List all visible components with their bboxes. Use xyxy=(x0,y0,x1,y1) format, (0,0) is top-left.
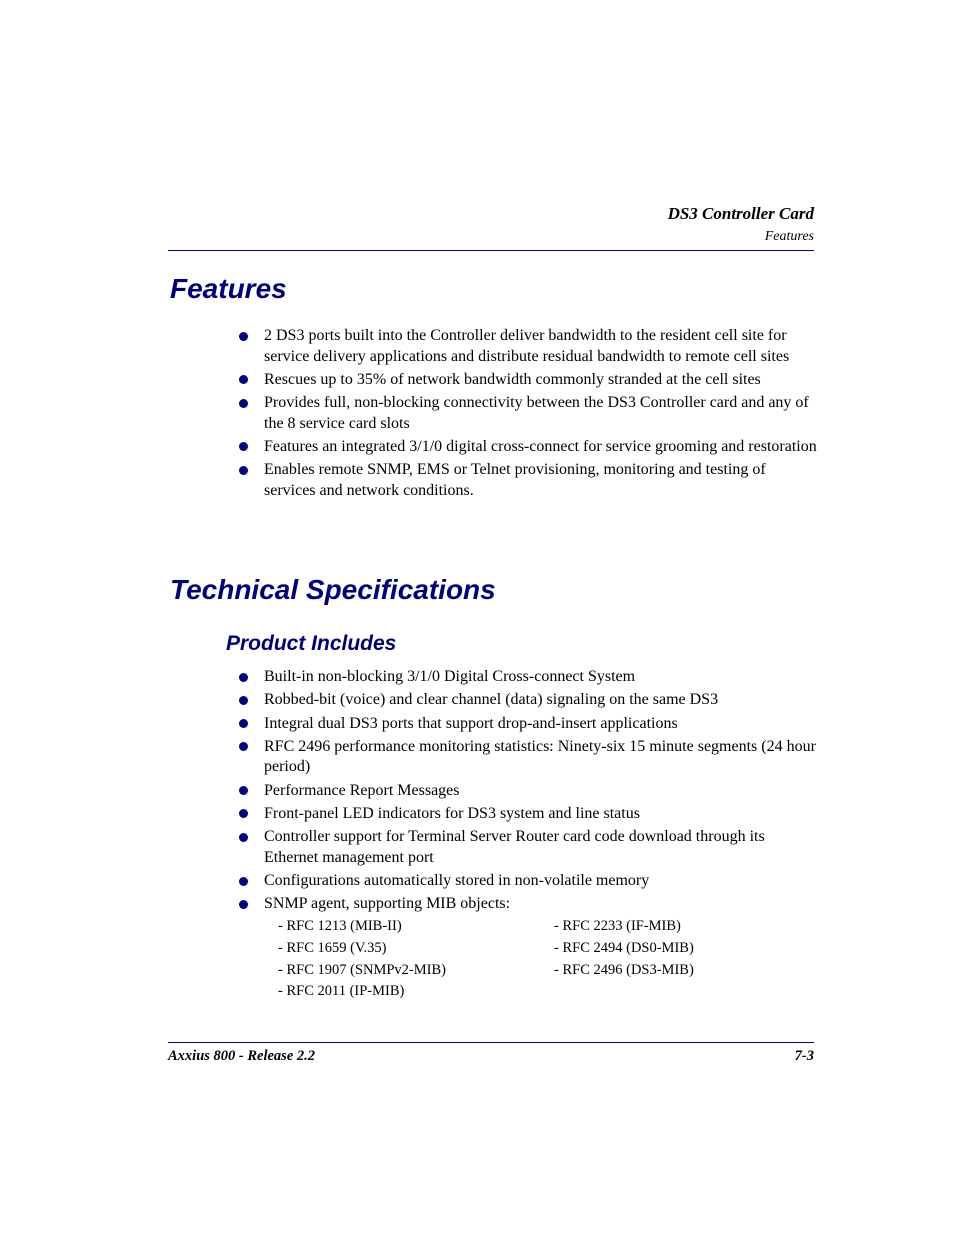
mib-list-right xyxy=(554,916,694,981)
list-item xyxy=(238,370,818,391)
list-item xyxy=(238,460,818,501)
bullet-icon xyxy=(239,375,248,384)
list-item-text: Features an integrated 3/1/0 digital cross-connect for service grooming and restoration xyxy=(264,437,817,455)
mib-item: - RFC 2233 (IF-MIB) xyxy=(554,918,681,934)
list-item-text: Robbed-bit (voice) and clear channel (data) signaling on the same DS3 xyxy=(264,691,719,709)
mib-list-left xyxy=(278,916,446,1003)
list-item xyxy=(238,827,818,868)
list-item-text: Built-in non-blocking 3/1/0 Digital Cross-connect System xyxy=(264,668,636,685)
product-includes-list xyxy=(238,667,818,918)
list-item-text: RFC 2496 performance monitoring statistics: Ninety-six 15 minute segments (24 hour period) xyxy=(264,737,816,776)
list-item xyxy=(238,714,818,735)
list-item-text: SNMP agent, supporting MIB objects: xyxy=(264,895,511,913)
bullet-icon xyxy=(239,809,248,818)
mib-item: - RFC 2496 (DS3-MIB) xyxy=(554,961,694,978)
footer-rule xyxy=(168,1042,814,1043)
list-item-text: Performance Report Messages xyxy=(264,781,460,799)
mib-item: - RFC 1907 (SNMPv2-MIB) xyxy=(278,961,446,978)
list-item-text: Provides full, non-blocking connectivity between the DS3 Controller card and any of the 8 service card slots xyxy=(264,394,809,432)
list-item xyxy=(238,737,818,778)
features-list xyxy=(238,326,818,504)
list-item xyxy=(238,781,818,802)
list-item-text: 2 DS3 ports built into the Controller deliver bandwidth to the resident cell site for service delivery applications and distribute residual bandwidth to remote cell sites xyxy=(264,327,790,365)
bullet-icon xyxy=(239,833,248,842)
bullet-icon xyxy=(239,696,248,705)
bullet-icon xyxy=(239,877,248,886)
list-item xyxy=(238,326,818,367)
bullet-icon xyxy=(239,332,248,341)
list-item-text: Controller support for Terminal Server Router card code download through its Ethernet management port xyxy=(264,828,765,866)
list-item xyxy=(238,667,818,688)
bullet-icon xyxy=(239,673,248,682)
bullet-icon xyxy=(239,442,248,451)
mib-item: - RFC 2011 (IP-MIB) xyxy=(278,983,405,1000)
list-item xyxy=(238,690,818,711)
bullet-icon xyxy=(239,719,248,728)
bullet-icon xyxy=(239,786,248,795)
running-header-title: DS3 Controller Card xyxy=(667,204,814,223)
mib-item: - RFC 1213 (MIB-II) xyxy=(278,918,402,934)
bullet-icon xyxy=(239,742,248,751)
list-item xyxy=(238,894,818,915)
list-item xyxy=(238,437,818,458)
bullet-icon xyxy=(239,399,248,408)
product-includes-heading: Product Includes xyxy=(226,632,397,655)
mib-item: - RFC 1659 (V.35) xyxy=(278,939,387,956)
features-heading: Features xyxy=(170,273,287,304)
header-rule xyxy=(168,250,814,251)
page-number: 7-3 xyxy=(794,1048,814,1064)
tech-specs-heading: Technical Specifications xyxy=(170,574,496,605)
list-item-text: Rescues up to 35% of network bandwidth commonly stranded at the cell sites xyxy=(264,370,761,388)
list-item xyxy=(238,393,818,434)
list-item-text: Integral dual DS3 ports that support drop-and-insert applications xyxy=(264,714,678,732)
list-item xyxy=(238,804,818,825)
list-item-text: Enables remote SNMP, EMS or Telnet provisioning, monitoring and testing of services and network conditions. xyxy=(264,461,766,499)
list-item-text: Front-panel LED indicators for DS3 system and line status xyxy=(264,804,640,822)
list-item-text: Configurations automatically stored in non-volatile memory xyxy=(264,872,650,890)
bullet-icon xyxy=(239,466,248,475)
list-item xyxy=(238,871,818,892)
bullet-icon xyxy=(239,900,248,909)
footer-product-release: Axxius 800 - Release 2.2 xyxy=(168,1048,316,1064)
mib-item: - RFC 2494 (DS0-MIB) xyxy=(554,939,694,956)
running-header-section: Features xyxy=(764,229,814,244)
